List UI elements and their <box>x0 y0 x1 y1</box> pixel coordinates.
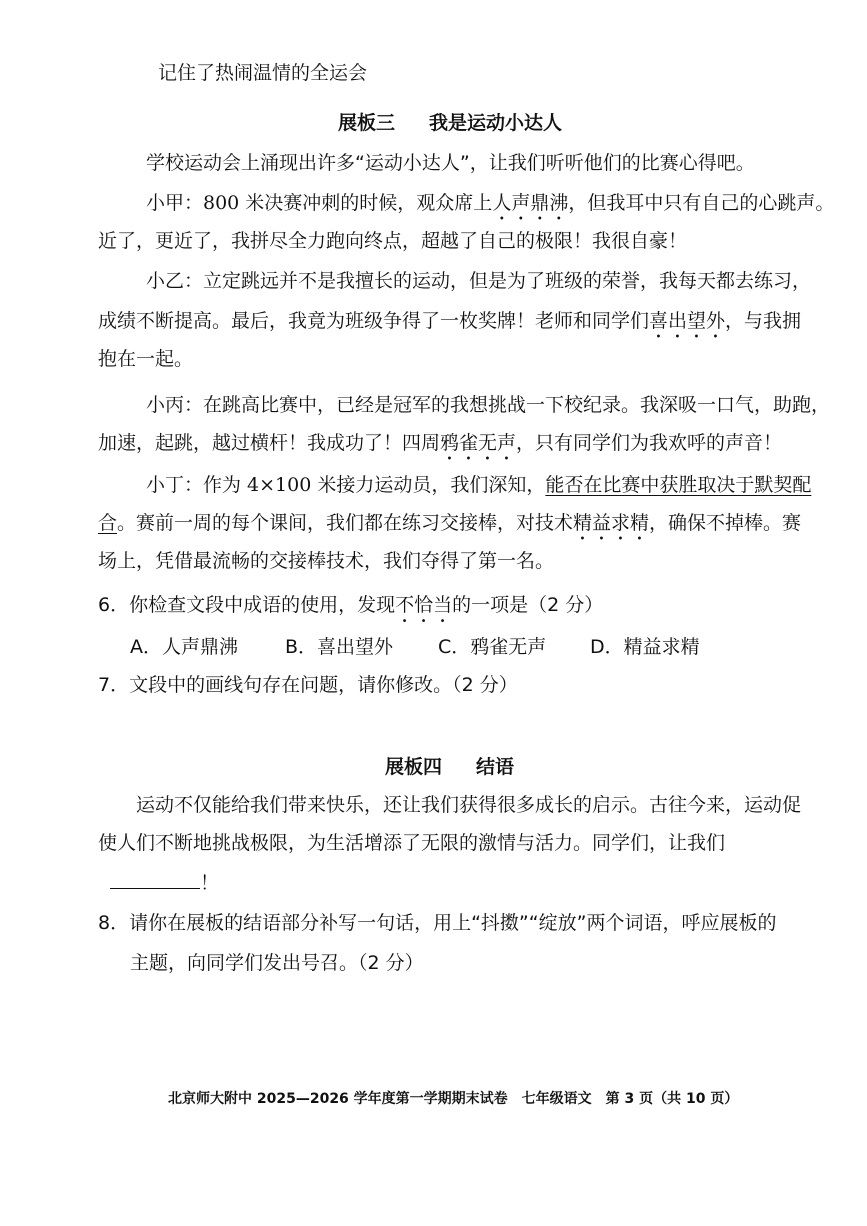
option-b: B．喜出望外 <box>285 636 394 658</box>
idiom-yaqueewusheng: 鸦雀无声 <box>440 432 517 454</box>
text-run: 小甲：800 米决赛冲刺的时候，观众席上 <box>146 192 493 214</box>
previous-section-tail: 记住了热闹温情的全运会 <box>158 62 368 84</box>
section4-heading <box>385 752 514 779</box>
section3-intro: 学校运动会上涌现出许多“运动小达人”，让我们听听他们的比赛心得吧。 <box>146 152 755 174</box>
question-6 <box>98 592 603 627</box>
idiom-renshengdingfei: 人声鼎沸 <box>492 192 569 214</box>
section3-label: 展板三 <box>338 112 396 134</box>
section4-label: 展板四 <box>385 756 443 778</box>
text-run: 加速，起跳，越过横杆！我成功了！四周 <box>98 432 441 454</box>
emphasis-buqiadang: 不恰当 <box>395 594 453 616</box>
text-run: ，与我拥 <box>725 310 802 332</box>
question-8-line2: 主题，向同学们发出号召。（2 分） <box>130 952 424 974</box>
question-7: 7．文段中的画线句存在问题，请你修改。（2 分） <box>98 674 518 696</box>
page-footer: 北京师大附中 2025—2026 学年度第一学期期末试卷 七年级语文 第 3 页（共 10 页） <box>168 1091 739 1107</box>
option-a: A．人声鼎沸 <box>130 636 238 658</box>
section4-line2: 使人们不断地挑战极限，为生活增添了无限的激情与活力。同学们，让我们 <box>98 832 726 854</box>
section4-line1: 运动不仅能给我们带来快乐，还让我们获得很多成长的启示。古往今来，运动促 <box>136 794 802 816</box>
paragraph-xiaoyi-line3: 抱在一起。 <box>98 348 194 370</box>
paragraph-xiaobing-line1: 小丙：在跳高比赛中，已经是冠军的我想挑战一下校纪录。我深吸一口气，助跑， <box>146 394 831 416</box>
paragraph-xiaoyi-line1: 小乙：立定跳远并不是我擅长的运动，但是为了班级的荣誉，我每天都去练习， <box>146 270 812 292</box>
underlined-sentence-part1: 能否在比赛中获胜取决于默契配 <box>545 474 812 496</box>
text-run: ，只有同学们为我欢呼的声音！ <box>516 432 783 454</box>
question-8-line1: 8．请你在展板的结语部分补写一句话，用上“抖擞”“绽放”两个词语，呼应展板的 <box>98 912 777 934</box>
text-run: 的一项是（2 分） <box>452 594 604 616</box>
text-run: 6．你检查文段中成语的使用，发现 <box>98 594 396 616</box>
paragraph-xiaobing-line2 <box>98 430 782 465</box>
paragraph-xiaoding-line1 <box>146 472 811 498</box>
section3-title: 我是运动小达人 <box>429 112 563 134</box>
text-run: 。赛前一周的每个课间，我们都在练习交接棒，对技术 <box>117 512 574 534</box>
text-run: 小丁：作为 4×100 米接力运动员，我们深知， <box>146 474 546 496</box>
answer-blank <box>110 870 200 889</box>
option-c: C．鸦雀无声 <box>438 636 547 658</box>
section3-heading <box>338 108 562 135</box>
paragraph-xiaojia-line2: 近了，更近了，我拼尽全力跑向终点，超越了自己的极限！我很自豪！ <box>98 230 688 252</box>
underlined-sentence-part2: 合 <box>98 512 118 534</box>
option-d: D．精益求精 <box>590 636 700 658</box>
section4-line3 <box>110 870 219 896</box>
paragraph-xiaoding-line2 <box>98 510 801 545</box>
text-run: ，确保不掉棒。赛 <box>649 512 802 534</box>
text-run: ，但我耳中只有自己的心跳声。 <box>568 192 835 214</box>
paragraph-xiaoyi-line2 <box>98 308 801 343</box>
paragraph-xiaojia-line1 <box>146 190 834 225</box>
idiom-jingyiqiujing: 精益求精 <box>573 512 650 534</box>
section4-title: 结语 <box>476 756 515 778</box>
idiom-xichuwangwai: 喜出望外 <box>649 310 726 332</box>
text-run: ！ <box>200 872 220 894</box>
text-run: 成绩不断提高。最后，我竟为班级争得了一枚奖牌！老师和同学们 <box>98 310 650 332</box>
paragraph-xiaoding-line3: 场上，凭借最流畅的交接棒技术，我们夺得了第一名。 <box>98 550 555 572</box>
